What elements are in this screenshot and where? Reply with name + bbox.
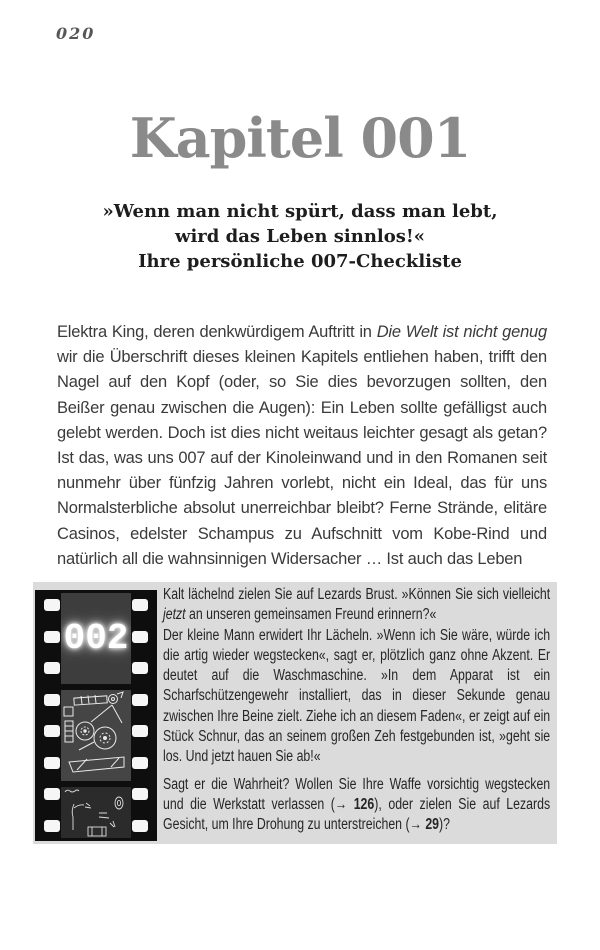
film-strip [35,590,157,841]
film-frame-number [61,593,131,684]
sprocket-holes-left [44,590,60,841]
chapter-quote [0,199,600,274]
choice-segment: )? [439,816,451,834]
sprocket-holes-right [132,590,148,841]
sprocket-hole [44,725,60,737]
excerpt-segment: Kalt lächelnd zielen Sie auf Lezards Brust. »Können Sie sich vielleicht [163,586,551,603]
section-number-glow: 002 [63,618,129,659]
sprocket-hole [44,820,60,832]
sprocket-hole [132,820,148,832]
handwritten-sketch-icon [61,787,131,838]
chapter-quote-line-1: »Wenn man nicht spürt, dass man lebt, [102,201,498,222]
movie-title: Die Welt ist nicht genug [376,323,548,341]
body-text-segment: wir die Überschrift dieses kleinen Kapitels entliehen haben, trifft den Nagel auf den Kopf (oder, so Sie dies bevorzugen sollten, den Beißer genau zwischen die Augen): Ein Leben sollte gefälligst auch gelebt werden. Doch ist dies nicht weitaus leichter gesagt als getan? Ist das, was uns 007 auf der Kinoleinwand und in den Romanen seit nunmehr über fünfzig Jahren vorlebt, nicht ein Ideal, das für uns Normalsterbliche absolut unerreichbar bleibt? Ferne Strände, elitäre Casinos, edelster Schampus zu Aufschnitt vom Kobe-Rind und natürlich all die wahnsinnigen Widersacher … Ist auch das Leben [57,348,547,568]
chapter-quote-line-2: wird das Leben sinnlos!« [174,226,426,247]
sprocket-hole [44,599,60,611]
choice-ref-126: 126 [353,795,375,813]
chapter-subtitle: Ihre persönliche 007-Checkliste [138,251,462,272]
page-number: 020 [56,24,96,43]
choice-paragraph [163,775,550,836]
excerpt-segment: an unseren gemeinsamen Freund erinnern?« [185,606,437,624]
sprocket-hole [132,788,148,800]
film-frame-sketch [61,787,131,838]
sprocket-hole [132,725,148,737]
film-frame-blueprint [61,690,131,781]
sprocket-hole [132,631,148,643]
sprocket-hole [132,599,148,611]
sprocket-hole [44,631,60,643]
sprocket-hole [44,757,60,769]
arrow-right-icon: → [334,795,354,813]
body-paragraph [57,320,547,572]
machine-blueprint-icon [61,690,131,781]
arrow-right-icon: → [409,816,426,834]
paragraph-spacer [163,768,550,775]
excerpt-paragraph-2: Der kleine Mann erwidert Ihr Lächeln. »Wenn ich Sie wäre, würde ich die artig wieder wegstecken«, sagt er, plötzlich ganz ohne Akzent. Er deutet auf die Waschmaschine. »In dem Apparat ist ein Scharfschützengewehr installiert, das in dieser Sekunde genau zwischen Ihre Beine zielt. Ziehe ich an diesem Faden«, er zeigt auf ein Stück Schnur, das an seinem großen Zeh festgebunden ist, »geht sie los. Und jetzt hauen Sie ab!« [163,626,551,766]
excerpt-segment-italic: jetzt [163,606,186,624]
sprocket-hole [132,694,148,706]
sprocket-hole [44,788,60,800]
sprocket-hole [132,757,148,769]
sprocket-hole [44,662,60,674]
chapter-title: Kapitel 001 [129,106,471,170]
sprocket-hole [132,662,148,674]
choice-segment: Sagt er die Wahrheit? Wollen Sie Ihre Waffe vorsichtig wegstecken und die Werkstatt verlassen ( [163,775,551,813]
body-text-segment: Elektra King, deren denkwürdigem Auftritt in [57,323,377,341]
excerpt-text [163,585,550,836]
choice-ref-29: 29 [425,816,440,834]
excerpt-paragraph-1 [163,585,550,626]
choice-segment: ), oder zielen Sie auf Lezards Gesicht, um Ihre Drohung zu unterstreichen ( [163,795,551,834]
sprocket-hole [44,694,60,706]
